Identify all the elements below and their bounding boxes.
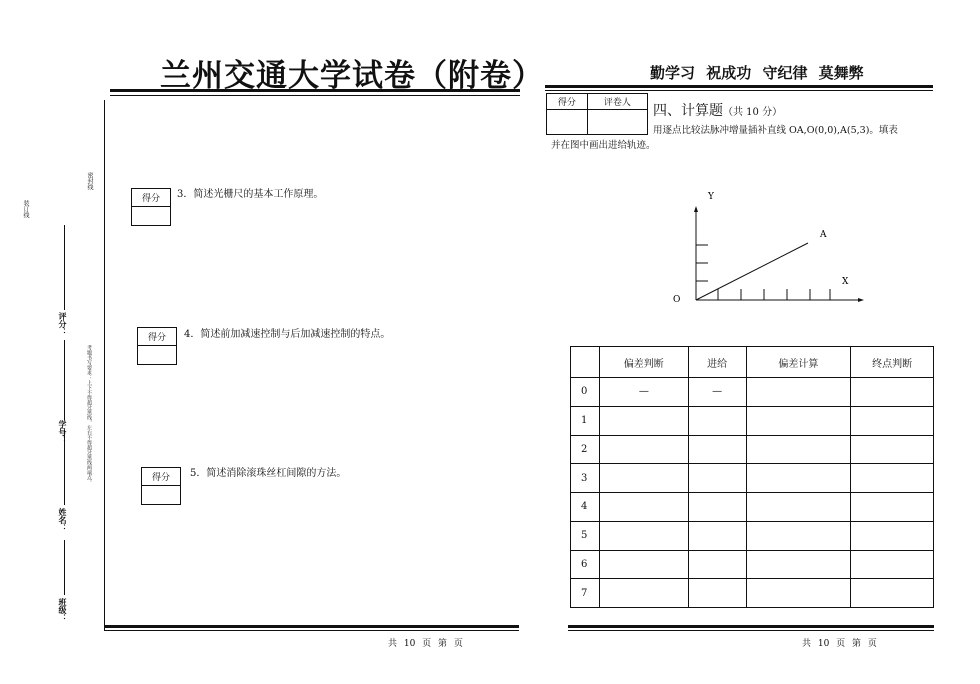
feed-cell[interactable]: — [688,378,746,407]
score-box-q3 [131,188,171,226]
line-oa [696,243,808,300]
left-page-footer: 共 10 页 第 页 [388,639,463,649]
deviation-judge-cell[interactable] [599,406,688,435]
question-4: 4．简述前加减速控制与后加减速控制的特点。 [184,329,391,340]
deviation-judge-cell[interactable] [599,435,688,464]
grader-score-cell [547,110,588,135]
binding-line-label: 装订线 [22,200,29,218]
deviation-calc-cell[interactable] [746,378,851,407]
table-row [571,464,934,493]
section-title: 四、计算题 [653,103,723,119]
row-index: 5 [571,521,600,550]
student-id-field-label: 学号： [58,420,68,444]
grader-name-header: 评卷人 [587,94,647,110]
deviation-calc-cell[interactable] [746,550,851,579]
col-header-deviation-judge: 偏差判断 [599,347,688,378]
title-rule-thin [110,95,520,96]
deviation-judge-cell[interactable] [599,579,688,608]
feed-cell[interactable] [688,493,746,522]
interpolation-diagram [660,185,870,310]
grader-score-header: 得分 [547,94,588,110]
feed-cell[interactable] [688,435,746,464]
col-header-endpoint-judge: 终点判断 [851,347,934,378]
left-footer-rule-thin [104,630,519,631]
endpoint-judge-cell[interactable] [851,406,934,435]
row-index: 7 [571,579,600,608]
score-box-label: 得分 [138,328,176,346]
deviation-calc-cell[interactable] [746,579,851,608]
deviation-judge-cell[interactable]: — [599,378,688,407]
endpoint-judge-cell[interactable] [851,550,934,579]
motto-rule [545,85,933,88]
deviation-judge-cell[interactable] [599,464,688,493]
endpoint-judge-cell[interactable] [851,435,934,464]
deviation-calc-cell[interactable] [746,464,851,493]
problem-line-2: 并在图中画出进给轨迹。 [551,140,656,151]
exam-title: 兰州交通大学试卷（附卷） [160,58,544,94]
feed-cell[interactable] [688,464,746,493]
motto-rule-thin [545,90,933,91]
endpoint-judge-cell[interactable] [851,521,934,550]
table-row [571,378,934,407]
deviation-calc-cell[interactable] [746,435,851,464]
right-page-footer: 共 10 页 第 页 [802,639,877,649]
row-index: 1 [571,406,600,435]
y-axis-arrow [694,206,698,212]
endpoint-judge-cell[interactable] [851,464,934,493]
deviation-judge-cell[interactable] [599,521,688,550]
row-index: 2 [571,435,600,464]
endpoint-judge-cell[interactable] [851,378,934,407]
score-box-label: 得分 [132,189,170,207]
section-heading [653,100,782,120]
score-box-label: 得分 [142,468,180,486]
table-row [571,493,934,522]
col-header-index [571,347,600,378]
deviation-judge-cell[interactable] [599,550,688,579]
feed-cell[interactable] [688,579,746,608]
seal-line-label: 密封线 [86,172,93,190]
seal-divider [104,100,105,630]
deviation-calc-cell[interactable] [746,406,851,435]
y-axis-label: Y [708,192,714,202]
score-field-label: 评分： [58,312,68,336]
question-5: 5．简述消除滚珠丝杠间隙的方法。 [190,468,347,479]
grader-table [546,93,648,135]
left-footer-rule [104,625,519,628]
point-a-label: A [820,230,827,240]
table-row [571,406,934,435]
margin-line-1 [64,225,65,310]
endpoint-judge-cell[interactable] [851,493,934,522]
feed-cell[interactable] [688,550,746,579]
origin-label: O [673,295,681,305]
margin-line-4 [64,540,65,595]
deviation-calc-cell[interactable] [746,493,851,522]
col-header-deviation-calc: 偏差计算 [746,347,851,378]
margin-line-2 [64,340,65,420]
x-axis-arrow [858,298,864,302]
right-footer-rule [568,625,934,628]
x-axis-label: X [842,277,849,287]
grader-name-cell [587,110,647,135]
right-footer-rule-thin [568,630,934,631]
table-row [571,435,934,464]
margin-notice: 考题书写要求：上下不得超过黑线，左右不得超过黑线两端点。 [86,345,92,485]
deviation-calc-cell[interactable] [746,521,851,550]
row-index: 0 [571,378,600,407]
feed-cell[interactable] [688,406,746,435]
score-box-q5 [141,467,181,505]
feed-cell[interactable] [688,521,746,550]
row-index: 4 [571,493,600,522]
row-index: 6 [571,550,600,579]
deviation-judge-cell[interactable] [599,493,688,522]
endpoint-judge-cell[interactable] [851,579,934,608]
row-index: 3 [571,464,600,493]
table-row [571,579,934,608]
score-box-q4 [137,327,177,365]
calculation-table [570,346,934,608]
table-row [571,550,934,579]
problem-line-1: 用逐点比较法脉冲增量插补直线 OA,O(0,0),A(5,3)。填表 [653,125,898,136]
class-field-label: 班级： [58,598,68,622]
question-3: 3．简述光栅尺的基本工作原理。 [177,189,324,200]
name-field-label: 姓名： [58,508,68,532]
title-rule [110,89,520,92]
exam-motto: 勤学习 祝成功 守纪律 莫舞弊 [650,64,864,82]
section-points: （共 10 分） [723,107,783,118]
col-header-feed: 进给 [688,347,746,378]
table-row [571,521,934,550]
